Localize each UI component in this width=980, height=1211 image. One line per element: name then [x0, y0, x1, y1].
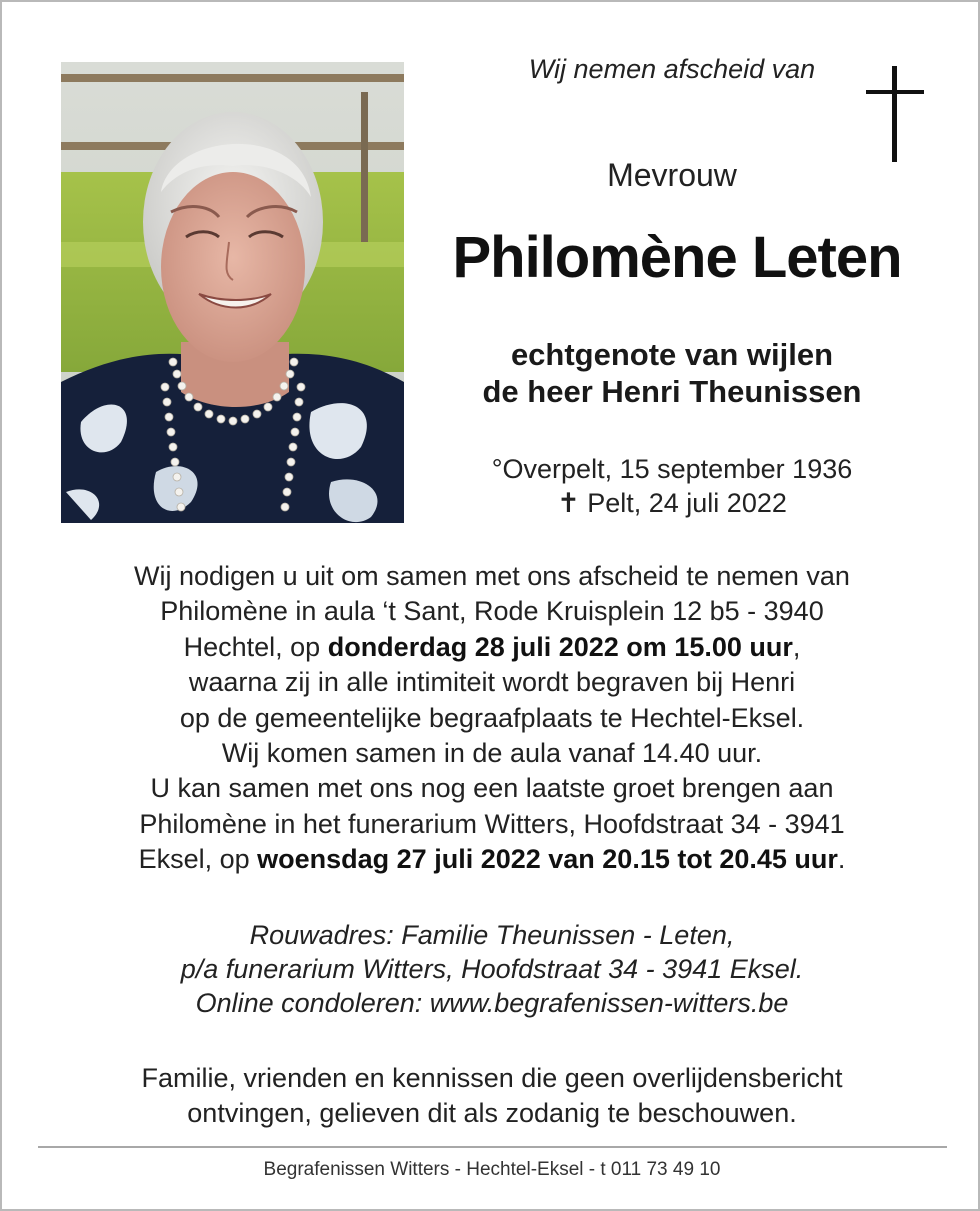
- address-line: p/a funerarium Witters, Hoofdstraat 34 - 3941 Eksel.: [180, 954, 804, 984]
- notice-line: Familie, vrienden en kennissen die geen overlijdensbericht: [141, 1063, 843, 1093]
- mourning-address: [22, 918, 962, 1020]
- invitation-line: Philomène in aula ‘t Sant, Rode Kruisplein 12 b5 - 3940: [160, 596, 824, 627]
- spouse-info: [422, 336, 922, 410]
- latin-cross-icon: [866, 66, 924, 162]
- visitation-datetime: woensdag 27 juli 2022 van 20.15 tot 20.45 uur: [257, 844, 838, 875]
- invitation-line: Philomène in het funerarium Witters, Hoofdstraat 34 - 3941: [139, 808, 845, 839]
- life-dates: [422, 452, 922, 520]
- notice-line: ontvingen, gelieven dit als zodanig te beschouwen.: [187, 1098, 797, 1128]
- deceased-title: Mevrouw: [607, 157, 737, 193]
- spouse-line-2: de heer Henri Theunissen: [482, 374, 862, 409]
- birth-date: °Overpelt, 15 september 1936: [491, 454, 853, 484]
- invitation-line: Hechtel, op donderdag 28 juli 2022 om 15.00 uur,: [183, 631, 801, 662]
- invitation-text: [22, 559, 962, 878]
- ceremony-datetime: donderdag 28 juli 2022 om 15.00 uur: [327, 631, 793, 662]
- address-line: Rouwadres: Familie Theunissen - Leten,: [249, 920, 735, 950]
- footer-text: Begrafenissen Witters - Hechtel-Eksel - t 011 73 49 10: [263, 1159, 721, 1180]
- invitation-line: Wij nodigen u uit om samen met ons afscheid te nemen van: [134, 561, 850, 591]
- invitation-line: Wij komen samen in de aula vanaf 14.40 uur.: [221, 738, 763, 769]
- condolence-link[interactable]: Online condoleren: www.begrafenissen-witters.be: [195, 988, 789, 1018]
- death-date: ✝ Pelt, 24 juli 2022: [557, 488, 787, 518]
- deceased-name: Philomène Leten: [452, 225, 902, 290]
- invitation-line: U kan samen met ons nog een laatste groet brengen aan: [150, 773, 834, 804]
- spouse-line-1: echtgenote van wijlen: [510, 337, 834, 372]
- portrait-photo: [61, 62, 404, 523]
- intro-text: Wij nemen afscheid van: [528, 54, 816, 84]
- footer-divider: [38, 1146, 947, 1148]
- notice-text: [22, 1061, 962, 1131]
- invitation-line: op de gemeentelijke begraafplaats te Hechtel-Eksel.: [179, 702, 805, 733]
- invitation-line: Eksel, op woensdag 27 juli 2022 van 20.15 tot 20.45 uur.: [138, 844, 846, 875]
- invitation-line: waarna zij in alle intimiteit wordt begraven bij Henri: [188, 667, 796, 698]
